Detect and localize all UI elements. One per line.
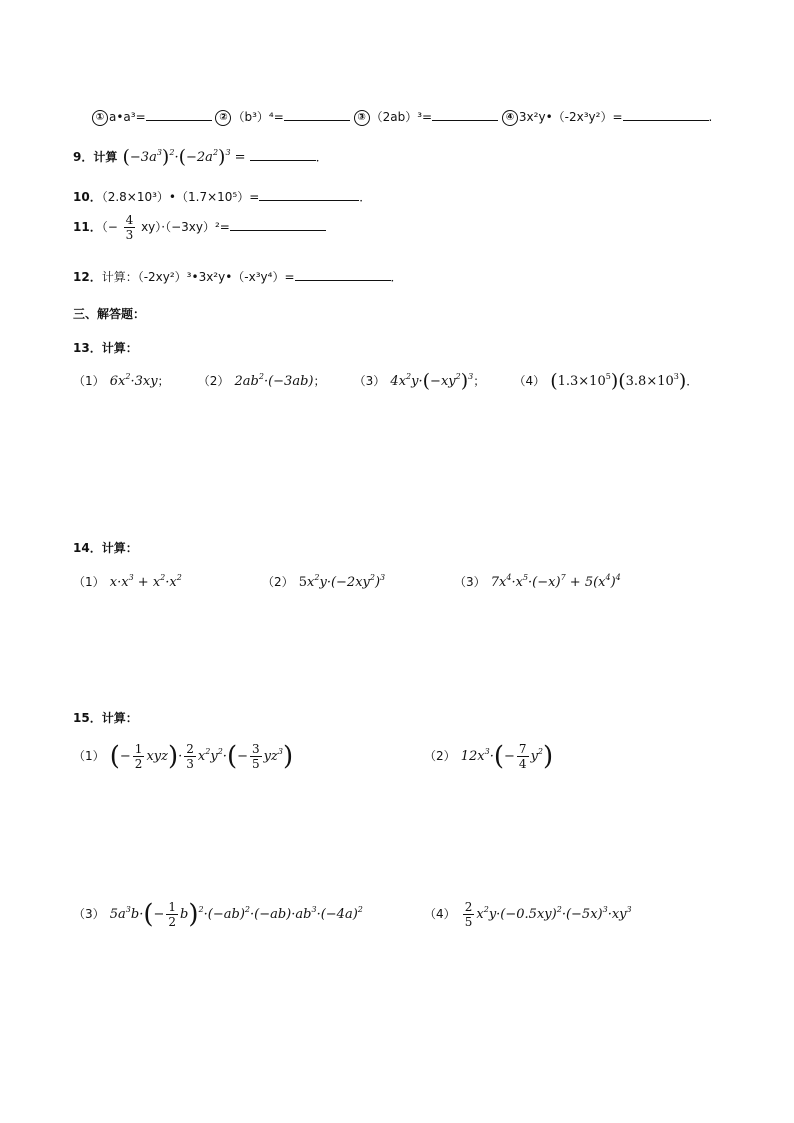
q11-line bbox=[73, 213, 326, 242]
q13-p4-label: （4） bbox=[513, 374, 546, 388]
q13-p1-expr: $6x^2\cdot 3xy$ bbox=[109, 372, 158, 389]
q15-label: 计算： bbox=[101, 711, 138, 725]
q12-number: 12． bbox=[73, 270, 102, 284]
q12-text: 计算：（-2xy²）³•3x²y•（-x³y⁴）= bbox=[101, 270, 295, 284]
q15-p3-label: （3） bbox=[73, 907, 105, 921]
q9-expression: $(-3a^3)^2\cdot(-2a^2)^3$ = bbox=[122, 146, 250, 168]
q15-heading bbox=[73, 707, 138, 726]
q11-mid: xy）·（−3xy）²= bbox=[141, 220, 230, 234]
q11-blank[interactable] bbox=[230, 218, 326, 231]
q11-frac-den: 3 bbox=[125, 228, 134, 242]
q8-part2-blank[interactable] bbox=[284, 108, 350, 121]
q10-end: ． bbox=[359, 190, 372, 204]
q13-sep1: ； bbox=[157, 374, 170, 388]
q15-p3-expr: $5a^3b\cdot(-$ $\frac{1}{2}$ $b)^2\cdot(-ab)^2\cdot(-ab)\cdot ab^3\cdot(-4a)^2$ bbox=[109, 899, 363, 930]
q13-heading bbox=[73, 337, 138, 356]
q8-part1-text: a•a³= bbox=[109, 110, 146, 124]
q13-p3-expr: $4x^2y\cdot(-xy^2)^3$ bbox=[390, 370, 474, 392]
q14-p1-expr: $x\cdot x^3 + x^2\cdot x^2$ bbox=[109, 573, 182, 590]
q9-line bbox=[73, 146, 328, 167]
q15-p1-expr: (− $\frac{1}{2}$ xyz)· $\frac{2}{3}$ $x^2y^2\cdot(-$ $\frac{3}{5}$ $yz^3$) bbox=[109, 741, 294, 772]
q14-p3-label: （3） bbox=[454, 575, 486, 589]
q10-line bbox=[73, 188, 371, 205]
q13-sep2: ； bbox=[313, 374, 326, 388]
q11-fraction bbox=[124, 213, 136, 242]
q8-part4-text: 3x²y•（-2x³y²）= bbox=[518, 110, 623, 124]
q12-line bbox=[73, 268, 403, 285]
q8-end: . bbox=[708, 110, 713, 124]
q13-p1-label: （1） bbox=[73, 374, 105, 388]
q10-text: （2.8×10³）•（1.7×10⁵）= bbox=[101, 190, 260, 204]
q11-open: （− bbox=[101, 220, 118, 234]
q8-part2-label: ② bbox=[215, 110, 231, 126]
q10-blank[interactable] bbox=[259, 188, 359, 201]
q14-part2 bbox=[262, 571, 385, 590]
q15-p4-expr: $\frac{2}{5}$ $x^2y\cdot(-0.5xy)^2\cdot(-5x)^3\cdot xy^3$ bbox=[464, 900, 632, 929]
q11-frac-num: 4 bbox=[125, 213, 134, 227]
q8-part4-label: ④ bbox=[502, 110, 518, 126]
q14-p2-expr: $5x^2y\cdot(-2xy^2)^3$ bbox=[298, 573, 386, 590]
q8-part1-blank[interactable] bbox=[146, 108, 212, 121]
q14-p3-expr: $7x^4\cdot x^5\cdot(-x)^7 + 5(x^4)^4$ bbox=[490, 573, 621, 590]
q15-p1-label: （1） bbox=[73, 749, 105, 763]
q8-part4-blank[interactable] bbox=[623, 108, 709, 121]
q15-p2-expr: $12x^3\cdot(-$ $\frac{7}{4}$ $y^2$) bbox=[460, 741, 554, 772]
q13-sep3: ； bbox=[473, 374, 486, 388]
section-3-heading: 三、解答题： bbox=[73, 307, 146, 321]
q15-p4-label: （4） bbox=[424, 907, 456, 921]
q14-heading bbox=[73, 537, 138, 556]
q8-part3-label: ③ bbox=[354, 110, 370, 126]
q13-label: 计算： bbox=[101, 341, 138, 355]
q9-label: 计算 bbox=[93, 150, 118, 164]
q10-number: 10． bbox=[73, 190, 102, 204]
q15-part2 bbox=[424, 742, 553, 771]
q8-part3-text: （2ab）³= bbox=[370, 110, 433, 124]
q13-end: ． bbox=[686, 374, 699, 388]
q13-p2-label: （2） bbox=[197, 374, 230, 388]
q14-part1 bbox=[73, 571, 182, 590]
q12-blank[interactable] bbox=[295, 268, 391, 281]
q14-p2-label: （2） bbox=[262, 575, 294, 589]
q8-part2-text: （b³）⁴= bbox=[232, 110, 284, 124]
q13-p3-label: （3） bbox=[353, 374, 386, 388]
q15-p2-label: （2） bbox=[424, 749, 456, 763]
q14-part3 bbox=[454, 571, 621, 590]
q14-number: 14． bbox=[73, 541, 102, 555]
q9-end: ． bbox=[315, 150, 328, 164]
q13-p2-expr: $2ab^2\cdot(-3ab)$ bbox=[234, 372, 314, 389]
q13-p4-expr: $(1.3\times 10^5)(3.8\times 10^3)$ bbox=[550, 370, 687, 392]
q15-number: 15． bbox=[73, 711, 102, 725]
q9-number: 9． bbox=[73, 150, 94, 164]
q8-line bbox=[92, 108, 712, 126]
q8-part3-blank[interactable] bbox=[432, 108, 498, 121]
q15-part4 bbox=[424, 900, 632, 929]
q14-label: 计算： bbox=[101, 541, 138, 555]
q15-part1 bbox=[73, 742, 293, 771]
q14-p1-label: （1） bbox=[73, 575, 105, 589]
q9-blank[interactable] bbox=[250, 148, 316, 161]
q13-parts bbox=[73, 370, 698, 391]
q15-part3 bbox=[73, 900, 363, 929]
q8-part1-label: ① bbox=[92, 110, 108, 126]
q12-end: ． bbox=[390, 270, 403, 284]
q11-number: 11． bbox=[73, 220, 102, 234]
q13-number: 13． bbox=[73, 341, 102, 355]
